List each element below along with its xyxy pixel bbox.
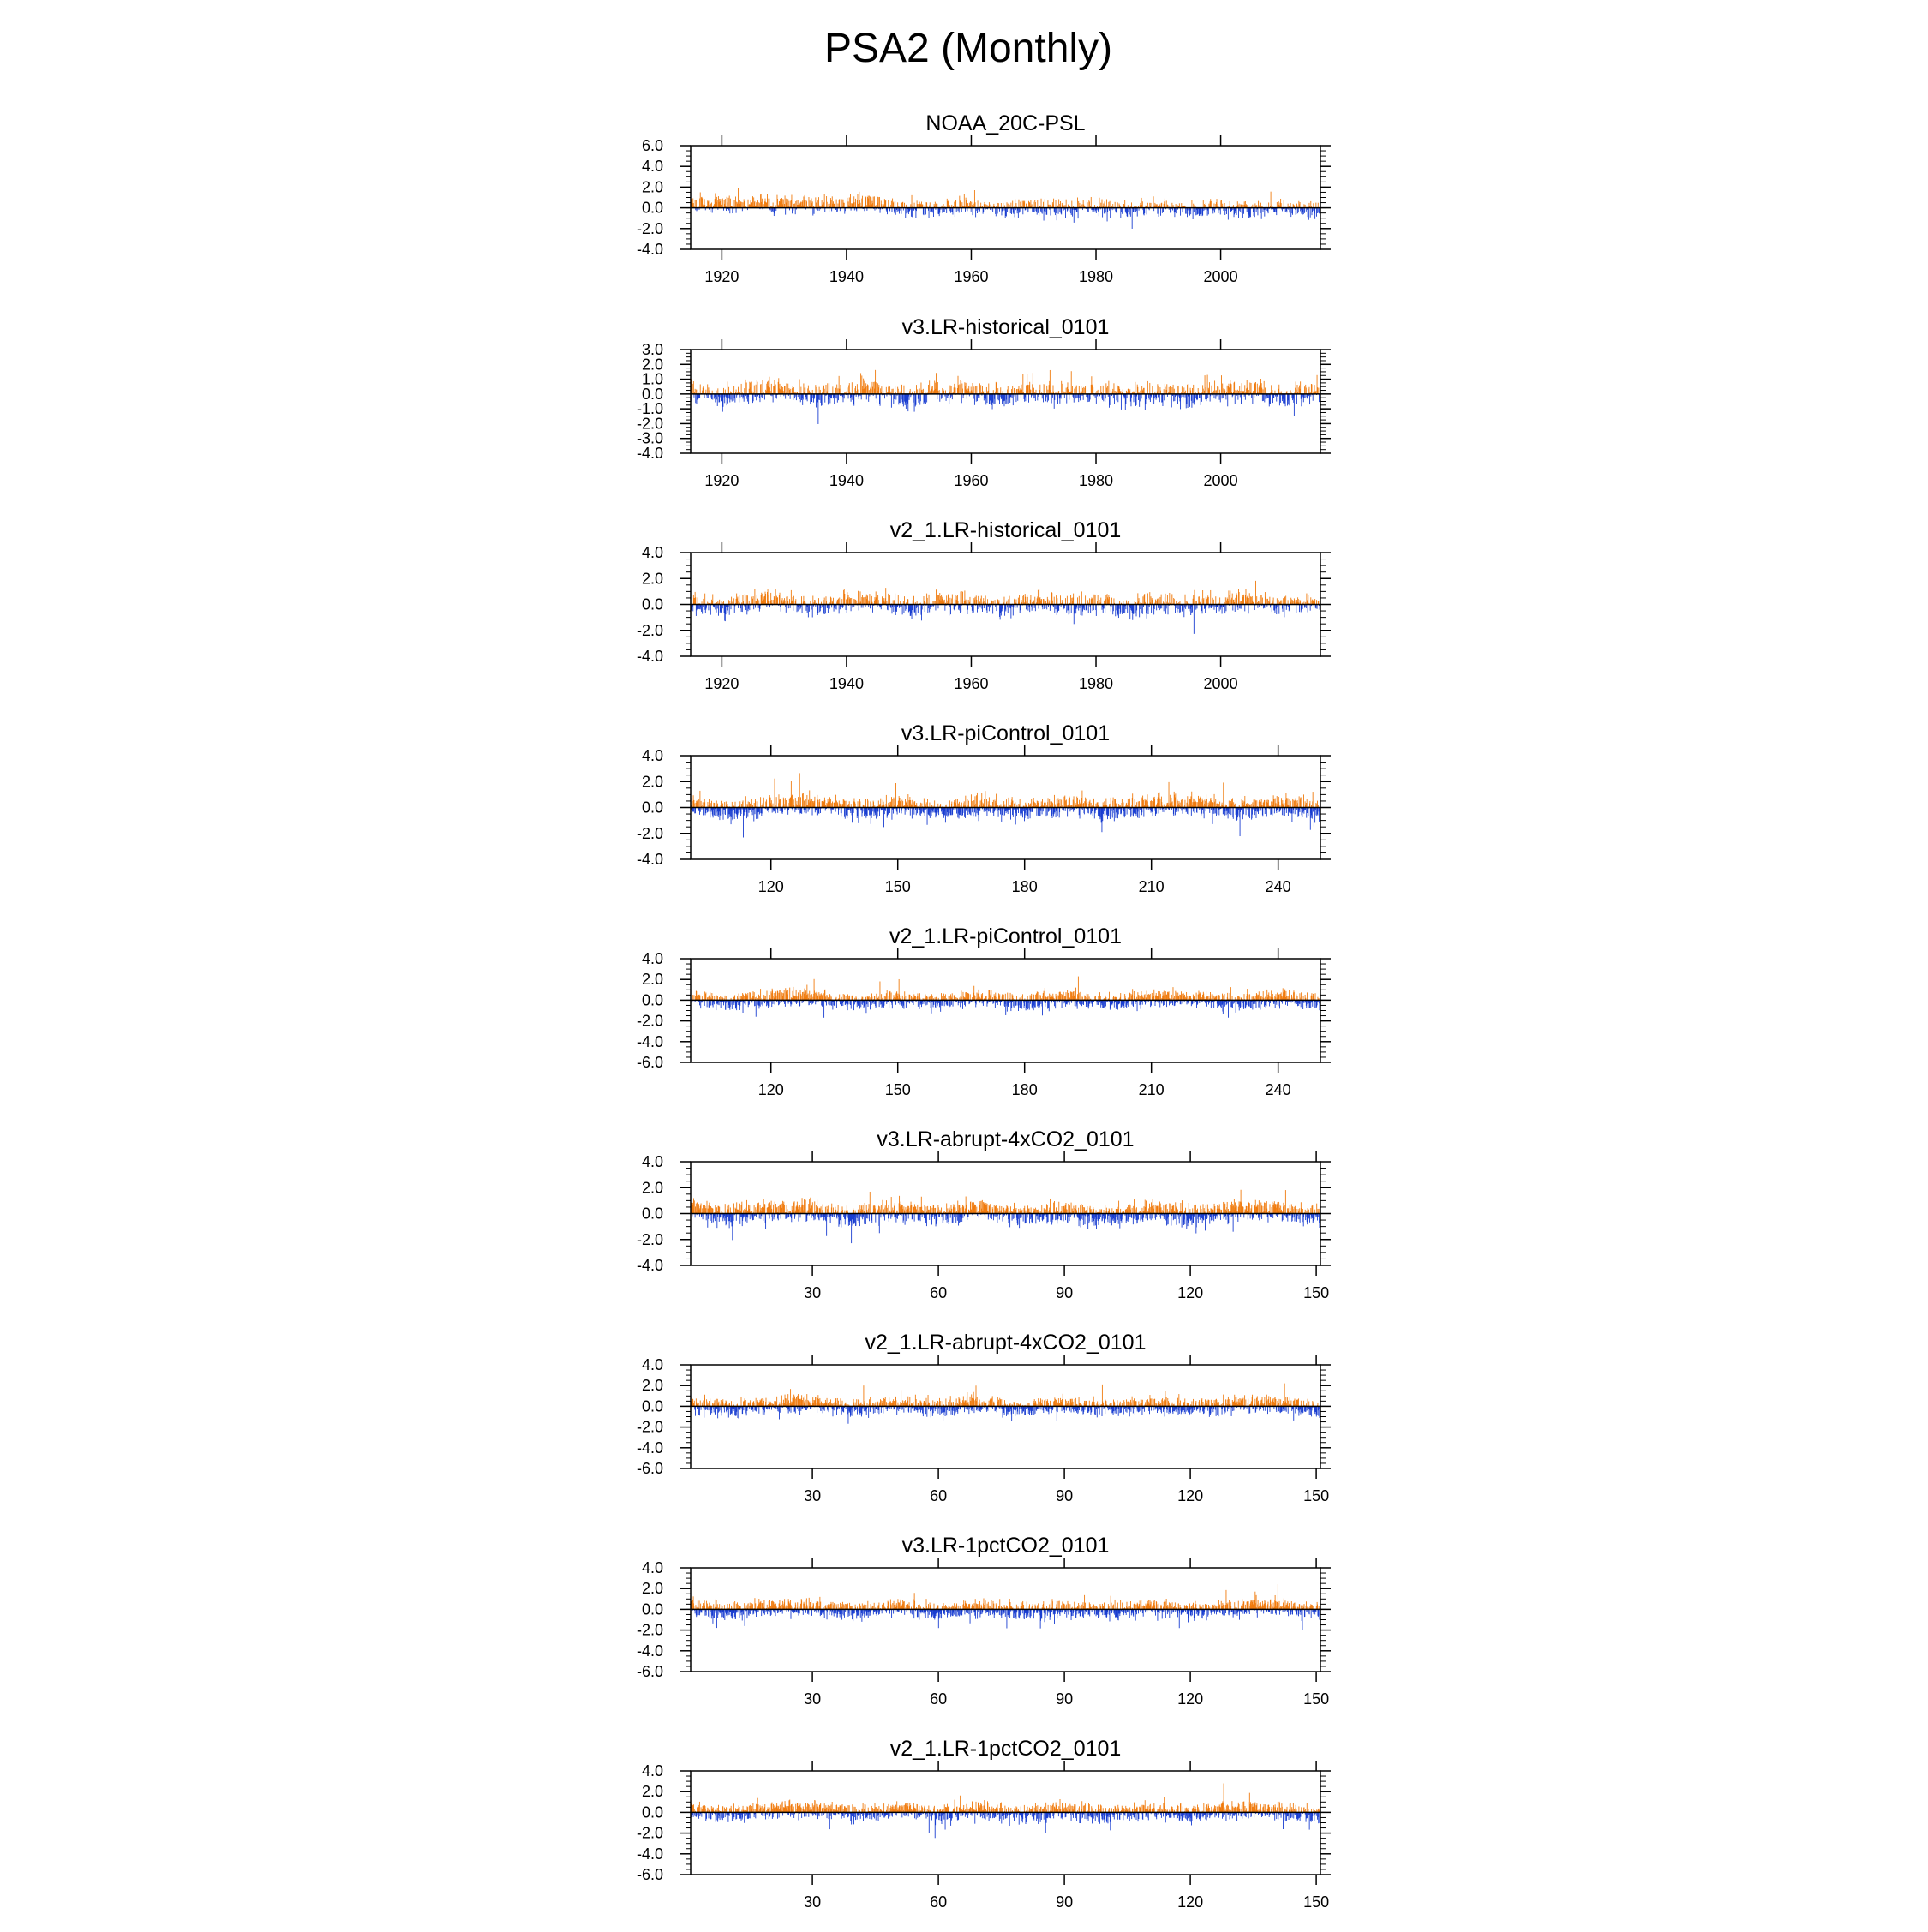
- x-tick-label: 1940: [829, 268, 864, 285]
- x-tick-label: 2000: [1204, 472, 1238, 489]
- y-tick-label: 0.0: [642, 200, 663, 217]
- x-tick-label: 1960: [954, 268, 988, 285]
- panel-title: v3.LR-historical_0101: [902, 315, 1110, 339]
- x-tick-label: 2000: [1204, 675, 1238, 692]
- panel-title: NOAA_20C-PSL: [925, 111, 1085, 135]
- x-tick-label: 1960: [954, 472, 988, 489]
- x-tick-label: 1940: [829, 472, 864, 489]
- x-tick-label: 1960: [954, 675, 988, 692]
- x-tick-label: 1920: [704, 268, 739, 285]
- y-tick-label: -3.0: [637, 430, 663, 447]
- x-tick-label: 1920: [704, 472, 739, 489]
- page-title: PSA2 (Monthly): [824, 26, 1112, 71]
- y-tick-label: 2.0: [642, 570, 663, 587]
- x-tick-label: 1980: [1079, 472, 1113, 489]
- y-tick-label: 1.0: [642, 371, 663, 388]
- x-tick-label: 1980: [1079, 675, 1113, 692]
- y-tick-label: -2.0: [637, 220, 663, 237]
- panel-title: v2_1.LR-historical_0101: [890, 518, 1122, 542]
- panel-title: v3.LR-piControl_0101: [901, 721, 1110, 745]
- y-tick-label: 6.0: [642, 137, 663, 154]
- x-tick-label: 1940: [829, 675, 864, 692]
- y-tick-label: -4.0: [637, 648, 663, 665]
- y-tick-label: 3.0: [642, 341, 663, 358]
- y-tick-label: 0.0: [642, 596, 663, 613]
- y-tick-label: 2.0: [642, 356, 663, 373]
- y-tick-label: 0.0: [642, 386, 663, 403]
- x-tick-label: 1980: [1079, 268, 1113, 285]
- y-tick-label: -1.0: [637, 400, 663, 417]
- y-tick-label: -2.0: [637, 415, 663, 432]
- y-tick-label: 4.0: [642, 544, 663, 561]
- x-tick-label: 2000: [1204, 268, 1238, 285]
- y-tick-label: -4.0: [637, 445, 663, 462]
- x-tick-label: 1920: [704, 675, 739, 692]
- y-tick-label: 2.0: [642, 178, 663, 195]
- y-tick-label: 4.0: [642, 158, 663, 175]
- y-tick-label: -4.0: [637, 241, 663, 258]
- y-tick-label: -2.0: [637, 622, 663, 639]
